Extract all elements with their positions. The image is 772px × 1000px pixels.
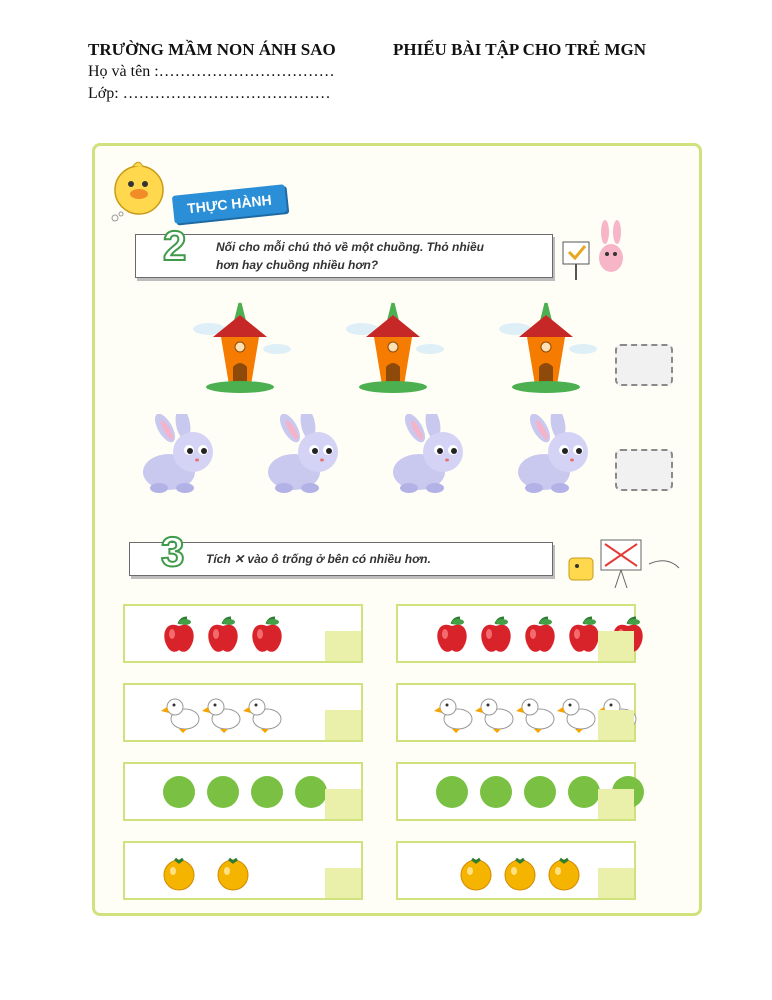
school-name: TRƯỜNG MẦM NON ÁNH SAO bbox=[88, 40, 336, 59]
exercise-3-text: Tích ✕ vào ô trống ở bên có nhiều hơn. bbox=[206, 552, 431, 566]
apple-icon bbox=[205, 616, 241, 654]
green-circle-icon bbox=[434, 774, 470, 810]
rabbit-count-box[interactable] bbox=[615, 449, 673, 491]
compare-panel-orange-left bbox=[123, 841, 363, 900]
tick-box[interactable] bbox=[325, 868, 361, 898]
duck-icon bbox=[202, 695, 242, 733]
exercise-2-number: 2 bbox=[163, 222, 187, 269]
item-group bbox=[161, 853, 251, 891]
easel-mascot-icon bbox=[557, 534, 687, 594]
exercise-2-instruction bbox=[135, 234, 553, 278]
compare-panel-orange-right bbox=[396, 841, 636, 900]
class-line: Lớp: ………………………………… bbox=[88, 85, 331, 102]
compare-panel-green-circle-right bbox=[396, 762, 636, 821]
orange-icon bbox=[215, 853, 251, 891]
green-circle-icon bbox=[478, 774, 514, 810]
green-circle-icon bbox=[293, 774, 329, 810]
item-group bbox=[161, 616, 285, 654]
apple-icon bbox=[249, 616, 285, 654]
apple-icon bbox=[161, 616, 197, 654]
tick-box[interactable] bbox=[598, 789, 634, 819]
apple-icon bbox=[522, 616, 558, 654]
duck-icon bbox=[434, 695, 474, 733]
compare-panel-duck-right bbox=[396, 683, 636, 742]
rabbit-sign-icon bbox=[561, 220, 641, 284]
apple-icon bbox=[434, 616, 470, 654]
exercise-3-instruction bbox=[129, 542, 553, 576]
tick-box[interactable] bbox=[325, 631, 361, 661]
exercise-3-number: 3 bbox=[161, 528, 185, 575]
rabbit-icon bbox=[510, 414, 600, 498]
green-circle-icon bbox=[522, 774, 558, 810]
hutch-count-box[interactable] bbox=[615, 344, 673, 386]
rabbit-icon bbox=[385, 414, 475, 498]
rabbit-icon bbox=[135, 414, 225, 498]
carrot-hutch-icon bbox=[338, 301, 448, 396]
orange-icon bbox=[546, 853, 582, 891]
tick-box[interactable] bbox=[598, 631, 634, 661]
orange-icon bbox=[161, 853, 197, 891]
green-circle-icon bbox=[161, 774, 197, 810]
tick-box[interactable] bbox=[598, 868, 634, 898]
duck-icon bbox=[557, 695, 597, 733]
carrot-hutch-icon bbox=[185, 301, 295, 396]
worksheet-title: PHIẾU BÀI TẬP CHO TRẺ MGN bbox=[393, 40, 646, 59]
compare-panel-duck-left bbox=[123, 683, 363, 742]
worksheet-sheet bbox=[92, 143, 702, 916]
compare-panel-green-circle-left bbox=[123, 762, 363, 821]
item-group bbox=[161, 695, 283, 733]
duck-icon bbox=[161, 695, 201, 733]
item-group bbox=[161, 774, 329, 810]
tick-box[interactable] bbox=[325, 710, 361, 740]
apple-icon bbox=[566, 616, 602, 654]
duck-icon bbox=[475, 695, 515, 733]
orange-icon bbox=[458, 853, 494, 891]
green-circle-icon bbox=[205, 774, 241, 810]
compare-panel-apple-right bbox=[396, 604, 636, 663]
apple-icon bbox=[478, 616, 514, 654]
exercise-2-line-1: Nối cho mỗi chú thỏ về một chuồng. Thỏ nhiều bbox=[216, 240, 484, 254]
practice-tag: THỰC HÀNH bbox=[172, 184, 287, 224]
duck-icon bbox=[243, 695, 283, 733]
green-circle-icon bbox=[566, 774, 602, 810]
carrot-hutch-icon bbox=[491, 301, 601, 396]
tick-box[interactable] bbox=[598, 710, 634, 740]
name-line: Họ và tên :…………………………… bbox=[88, 63, 335, 80]
item-group bbox=[458, 853, 582, 891]
orange-icon bbox=[502, 853, 538, 891]
exercise-2-line-2: hơn hay chuồng nhiều hơn? bbox=[216, 258, 379, 272]
rabbit-icon bbox=[260, 414, 350, 498]
duck-icon bbox=[516, 695, 556, 733]
green-circle-icon bbox=[249, 774, 285, 810]
tick-box[interactable] bbox=[325, 789, 361, 819]
chick-mascot-icon bbox=[109, 158, 169, 222]
compare-panel-apple-left bbox=[123, 604, 363, 663]
